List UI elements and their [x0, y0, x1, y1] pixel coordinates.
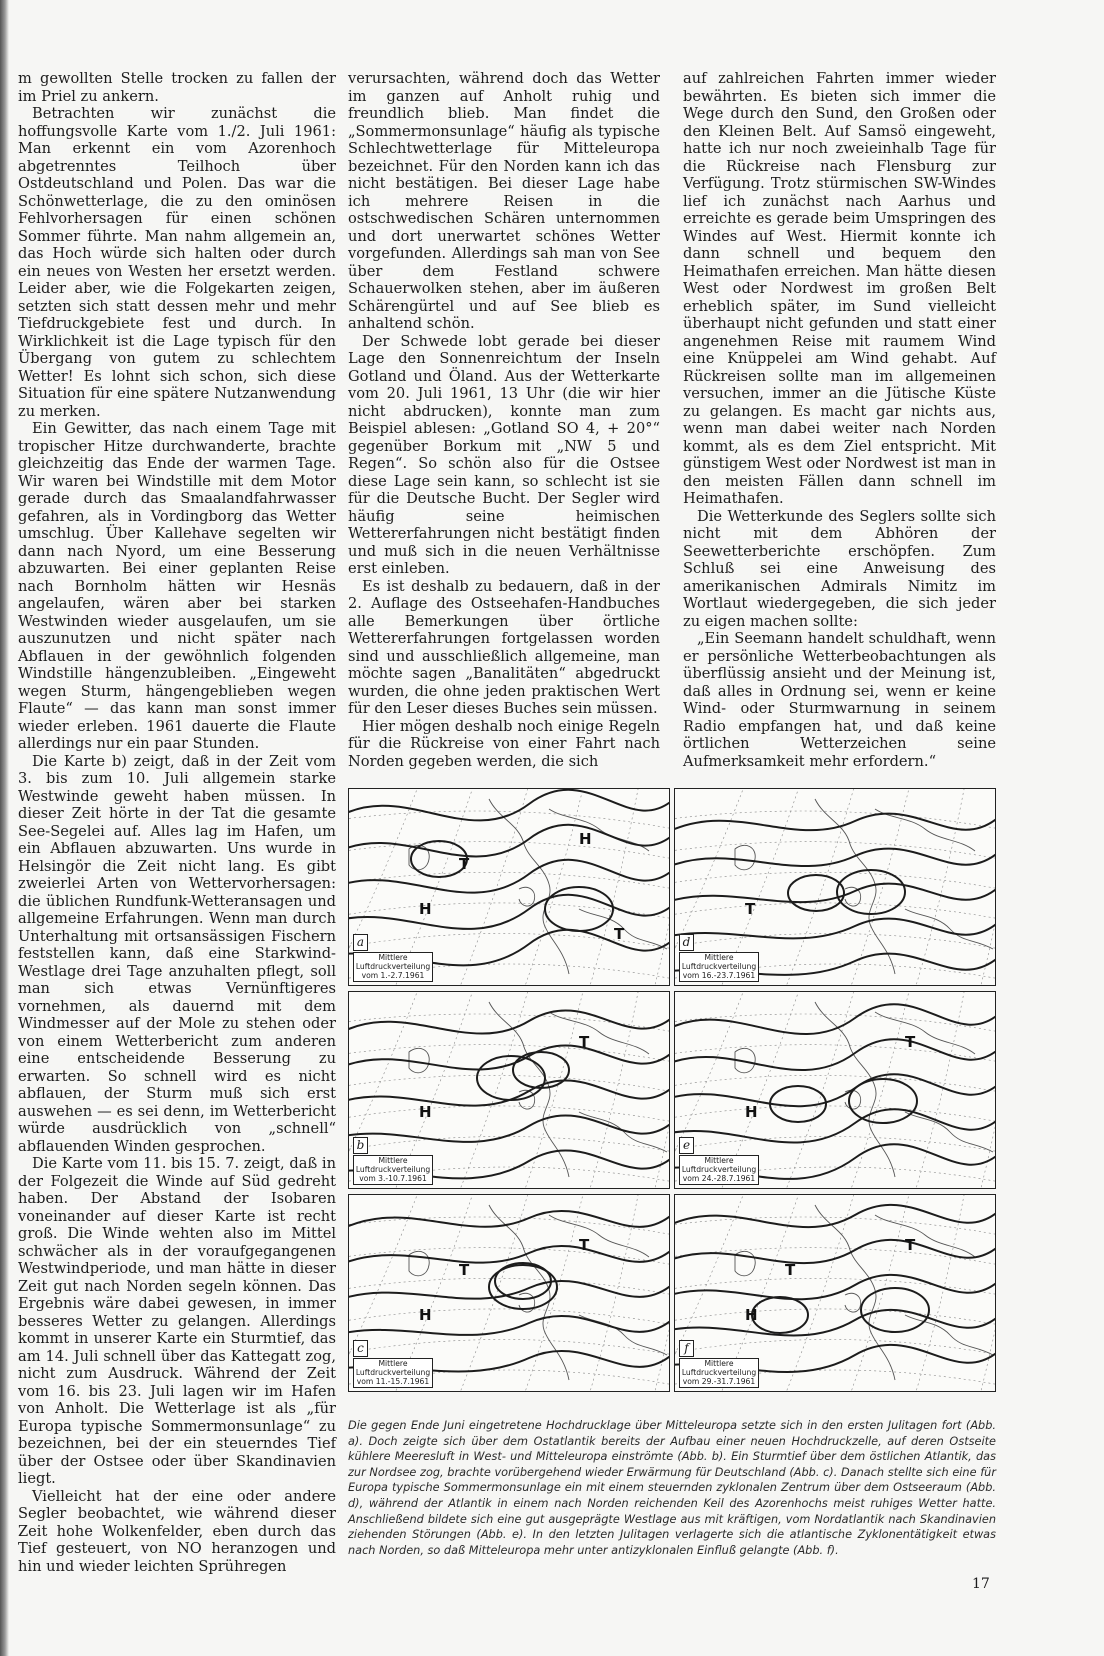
- low-pressure-symbol: T: [579, 1236, 590, 1254]
- paragraph: verursachten, während doch das Wetter im ganzen auf Anholt ruhig und freundlich blieb. Man findet die „Sommermonsunlage“ häufig als typische Schlechtwetterlage für Mitteleuropa bezeichnet. Für den Norden kann ich das nicht bestätigen. Bei dieser Lage habe ich mehrere Reisen in die ostschwedischen Schären unternommen und dort unerwartet schönes Wetter vorgefunden. Allerdings sah man von See über dem Festland schwere Schauerwolken stehen, aber im äußeren Schärengürtel und auf See blieb es anhaltend schön.: [348, 70, 660, 332]
- low-pressure-symbol: T: [745, 900, 756, 918]
- paragraph: Die Karte vom 11. bis 15. 7. zeigt, daß in der Folgezeit die Winde auf Süd gedreht haben. Der Abstand der Isobaren voneinander auf dieser Karte ist recht groß. Die Winde wehten also im Mittel schwächer als in der voraufgegangenen Westwindperiode, und man hätte in dieser Zeit gut nach Norden segeln können. Das Ergebnis wäre dabei gewesen, in immer besseres Wetter zu gelangen. Allerdings kommt in unserer Karte ein Sturmtief, das am 14. Juli schnell über das Kattegatt zog, nicht zum Ausdruck. Während der Zeit vom 16. bis 23. Juli lagen wir im Hafen von Anholt. Die Wetterlage ist als „für Europa typische Sommermonsunlage“ zu bezeichnen, bei der ein steuerndes Tief über der Ostsee oder über Skandinavien liegt.: [18, 1155, 336, 1487]
- paragraph: Der Schwede lobt gerade bei dieser Lage den Sonnenreichtum der Inseln Gotland und Öland. Aus der Wetterkarte vom 20. Juli 1961, 13 Uhr (die wir hier nicht abdrucken), konnte man zum Beispiel ablesen: „Gotland SO 4, + 20°“ gegenüber Borkum mit „NW 5 und Regen“. So schön also für die Ostsee diese Lage sein kann, so schlecht ist sie für die Deutsche Bucht. Der Segler wird häufig seine heimischen Wettererfahrungen nicht bestätigt finden und muß sich in die neuen Verhältnisse erst einleben.: [348, 332, 660, 577]
- map-letter: a: [353, 934, 368, 951]
- map-letter: d: [679, 934, 694, 951]
- high-pressure-symbol: H: [745, 1306, 758, 1324]
- weather-map-f: [674, 1194, 996, 1392]
- map-letter: c: [353, 1340, 368, 1357]
- map-legend: Mittlere Luftdruckverteilung vom 1.-2.7.1961: [353, 952, 433, 982]
- paragraph: „Ein Seemann handelt schuldhaft, wenn er persönliche Wetterbeobachtungen als überflüssig ansieht und der Meinung ist, daß alles in Ordnung sei, wenn er keine Wind- oder Sturmwarnung in seinem Radio empfangen hat, und daß keine örtlichen Wetterzeichen seine Aufmerksamkeit mehr erfordern.“: [683, 630, 996, 770]
- page-number: 17: [972, 1576, 990, 1592]
- low-pressure-symbol: T: [905, 1236, 916, 1254]
- map-legend: Mittlere Luftdruckverteilung vom 16.-23.7.1961: [679, 952, 759, 982]
- paragraph: m gewollten Stelle trocken zu fallen der im Priel zu ankern.: [18, 70, 336, 105]
- low-pressure-symbol: T: [614, 925, 625, 943]
- map-legend: Mittlere Luftdruckverteilung vom 29.-31.7.1961: [679, 1358, 759, 1388]
- low-pressure-symbol: T: [785, 1261, 796, 1279]
- map-letter: b: [353, 1137, 368, 1154]
- paragraph: Hier mögen deshalb noch einige Regeln für die Rückreise von einer Fahrt nach Norden gegeben werden, die sich: [348, 717, 660, 770]
- high-pressure-symbol: H: [419, 1306, 432, 1324]
- weather-map-b: [348, 991, 670, 1189]
- paragraph: Ein Gewitter, das nach einem Tage mit tropischer Hitze durchwanderte, brachte gleichzeitig das Ende der warmen Tage. Wir waren bei Windstille mit dem Motor gerade durch das Smaalandfahrwasser gefahren, als in Vordingborg das Wetter umschlug. Über Kallehave segelten wir dann nach Nyord, um eine Besserung abzuwarten. Bei einer geplanten Reise nach Bornholm hätten wir Hesnäs angelaufen, wären aber bei starken Westwinden wieder ausgelaufen, um sie auszunutzen und nicht später nach Abflauen in der gewöhnlich folgenden Windstille hängenzubleiben. „Eingeweht wegen Sturm, hängengeblieben wegen Flaute“ — das kann man sonst immer wieder erleben. 1961 dauerte die Flaute allerdings nur ein paar Stunden.: [18, 420, 336, 752]
- map-legend: Mittlere Luftdruckverteilung vom 11.-15.7.1961: [353, 1358, 433, 1388]
- paragraph: Betrachten wir zunächst die hoffungsvolle Karte vom 1./2. Juli 1961: Man erkennt ein vom Azorenhoch abgetrenntes Teilhoch über Ostdeutschland und Polen. Das war die Schönwetterlage, die zu den ominösen Fehlvorhersagen für einen schönen Sommer führte. Man nahm allgemein an, das Hoch würde sich halten oder durch ein neues von Westen her ersetzt werden. Leider aber, wie die Folgekarten zeigen, setzten sich statt dessen mehr und mehr Tiefdruckgebiete fest und durch. In Wirklichkeit ist die Lage typisch für den Übergang von gutem zu schlechtem Wetter! Es lohnt sich schon, sich diese Situation für eine spätere Nutzanwendung zu merken.: [18, 105, 336, 420]
- paragraph: Vielleicht hat der eine oder andere Segler beobachtet, wie während dieser Zeit hohe Wolkenfelder, eben durch das Tief gesteuert, von NO heranzogen und hin und wieder leichten Sprühregen: [18, 1487, 336, 1575]
- high-pressure-symbol: H: [745, 1103, 758, 1121]
- text-column-3: [683, 70, 996, 770]
- high-pressure-symbol: H: [419, 900, 432, 918]
- weather-map-d: [674, 788, 996, 986]
- map-letter: f: [679, 1340, 694, 1357]
- weather-map-e: [674, 991, 996, 1189]
- paragraph: auf zahlreichen Fahrten immer wieder bewährten. Es bieten sich immer die Wege durch den Sund, den Großen oder den Kleinen Belt. Auf Samsö eingeweht, hatte ich nur noch zweieinhalb Tage für die Rückreise nach Flensburg zur Verfügung. Trotz stürmischen SW-Windes lief ich zunächst nach Aarhus und erreichte es gerade beim Umspringen des Windes auf West. Hiermit konnte ich dann schnell und bequem den Heimathafen erreichen. Man hätte diesen West oder Nordwest im großen Belt erheblich später, im Sund vielleicht überhaupt nicht gefunden und statt einer angenehmen Reise mit raumem Wind eine Knüppelei am Wind gehabt. Auf Rückreisen sollte man im allgemeinen versuchen, immer an die Jütische Küste zu gelangen. Es macht gar nichts aus, wenn man dabei weiter nach Norden kommt, als es dem Ziel entspricht. Mit günstigem West oder Nordwest ist man in den meisten Fällen dann schnell im Heimathafen.: [683, 70, 996, 507]
- figure-caption: Die gegen Ende Juni eingetretene Hochdrucklage über Mitteleuropa setzte sich in den ersten Julitagen fort (Abb. a). Doch zeigte sich über dem Ostatlantik bereits der Aufbau einer neuen Hochdruckzelle, auf deren Ostseite kühlere Meeresluft in West- und Mitteleuropa einströmte (Abb. b). Ein Sturmtief über dem östlichen Atlantik, das zur Nordsee zog, brachte vorübergehend wieder Erwärmung für Deutschland (Abb. c). Danach stellte sich eine für Europa typische Sommermonsunlage ein mit einem steuernden zyklonalen Zentrum über dem Ostseeraum (Abb. d), während der Atlantik in einem nach Norden reichenden Keil des Azorenhochs meist ruhiges Wetter hatte. Anschließend bildete sich eine gut ausgeprägte Westlage aus mit kräftigen, vom Nordatlantik nach Skandinavien ziehenden Störungen (Abb. e). In den letzten Julitagen verlagerte sich die atlantische Zyklonentätigkeit etwas nach Norden, so daß Mitteleuropa mehr unter antizyklonalen Einfluß gelangte (Abb. f).: [348, 1419, 996, 1557]
- weather-map-grid: [348, 788, 996, 1392]
- low-pressure-symbol: T: [905, 1033, 916, 1051]
- weather-map-c: [348, 1194, 670, 1392]
- book-spine-shadow: [0, 0, 9, 1656]
- low-pressure-symbol: T: [579, 1033, 590, 1051]
- weather-map-a: [348, 788, 670, 986]
- map-legend: Mittlere Luftdruckverteilung vom 3.-10.7.1961: [353, 1155, 433, 1185]
- low-pressure-symbol: T: [459, 855, 470, 873]
- high-pressure-symbol: H: [579, 830, 592, 848]
- map-letter: e: [679, 1137, 694, 1154]
- paragraph: Die Wetterkunde des Seglers sollte sich nicht mit dem Abhören der Seewetterberichte erschöpfen. Zum Schluß sei eine Anweisung des amerikanischen Admirals Nimitz im Wortlaut wiedergegeben, die sich jeder zu eigen machen sollte:: [683, 507, 996, 630]
- text-column-1: [18, 70, 336, 1575]
- paragraph: Es ist deshalb zu bedauern, daß in der 2. Auflage des Ostseehafen-Handbuches alle Bemerkungen über örtliche Wettererfahrungen fortgelassen worden sind und ausschließlich allgemeine, man möchte sagen „Banalitäten“ abgedruckt wurden, die ohne jeden praktischen Wert für den Leser dieses Buches sein müssen.: [348, 577, 660, 717]
- paragraph: Die Karte b) zeigt, daß in der Zeit vom 3. bis zum 10. Juli allgemein starke Westwinde geweht haben müssen. In dieser Zeit hörte in der Tat die gesamte See-Segelei auf. Alles lag im Hafen, um ein Abflauen abzuwarten. Uns wurde in Helsingör die Zeit nicht lang. Es gibt zweierlei Arten von Wettervorhersagen: die üblichen Rundfunk-Wetteransagen und allgemeine Erfahrungen. Wenn man durch Unterhaltung mit ortsansässigen Fischern feststellen kann, daß eine Starkwind-Westlage drei Tage anzuhalten pflegt, soll man sich etwas Vernünftigeres vornehmen, als dauernd mit dem Windmesser auf der Mole zu stehen oder von einem Wetterbericht zum anderen eine entscheidende Besserung zu erwarten. So schnell wird es nicht abflauen, der Sturm muß sich erst auswehen — es sei denn, im Wetterbericht würde ausdrücklich von „schnell“ abflauenden Winden gesprochen.: [18, 752, 336, 1155]
- high-pressure-symbol: H: [419, 1103, 432, 1121]
- map-legend: Mittlere Luftdruckverteilung vom 24.-28.7.1961: [679, 1155, 759, 1185]
- text-column-2: [348, 70, 660, 770]
- low-pressure-symbol: T: [459, 1261, 470, 1279]
